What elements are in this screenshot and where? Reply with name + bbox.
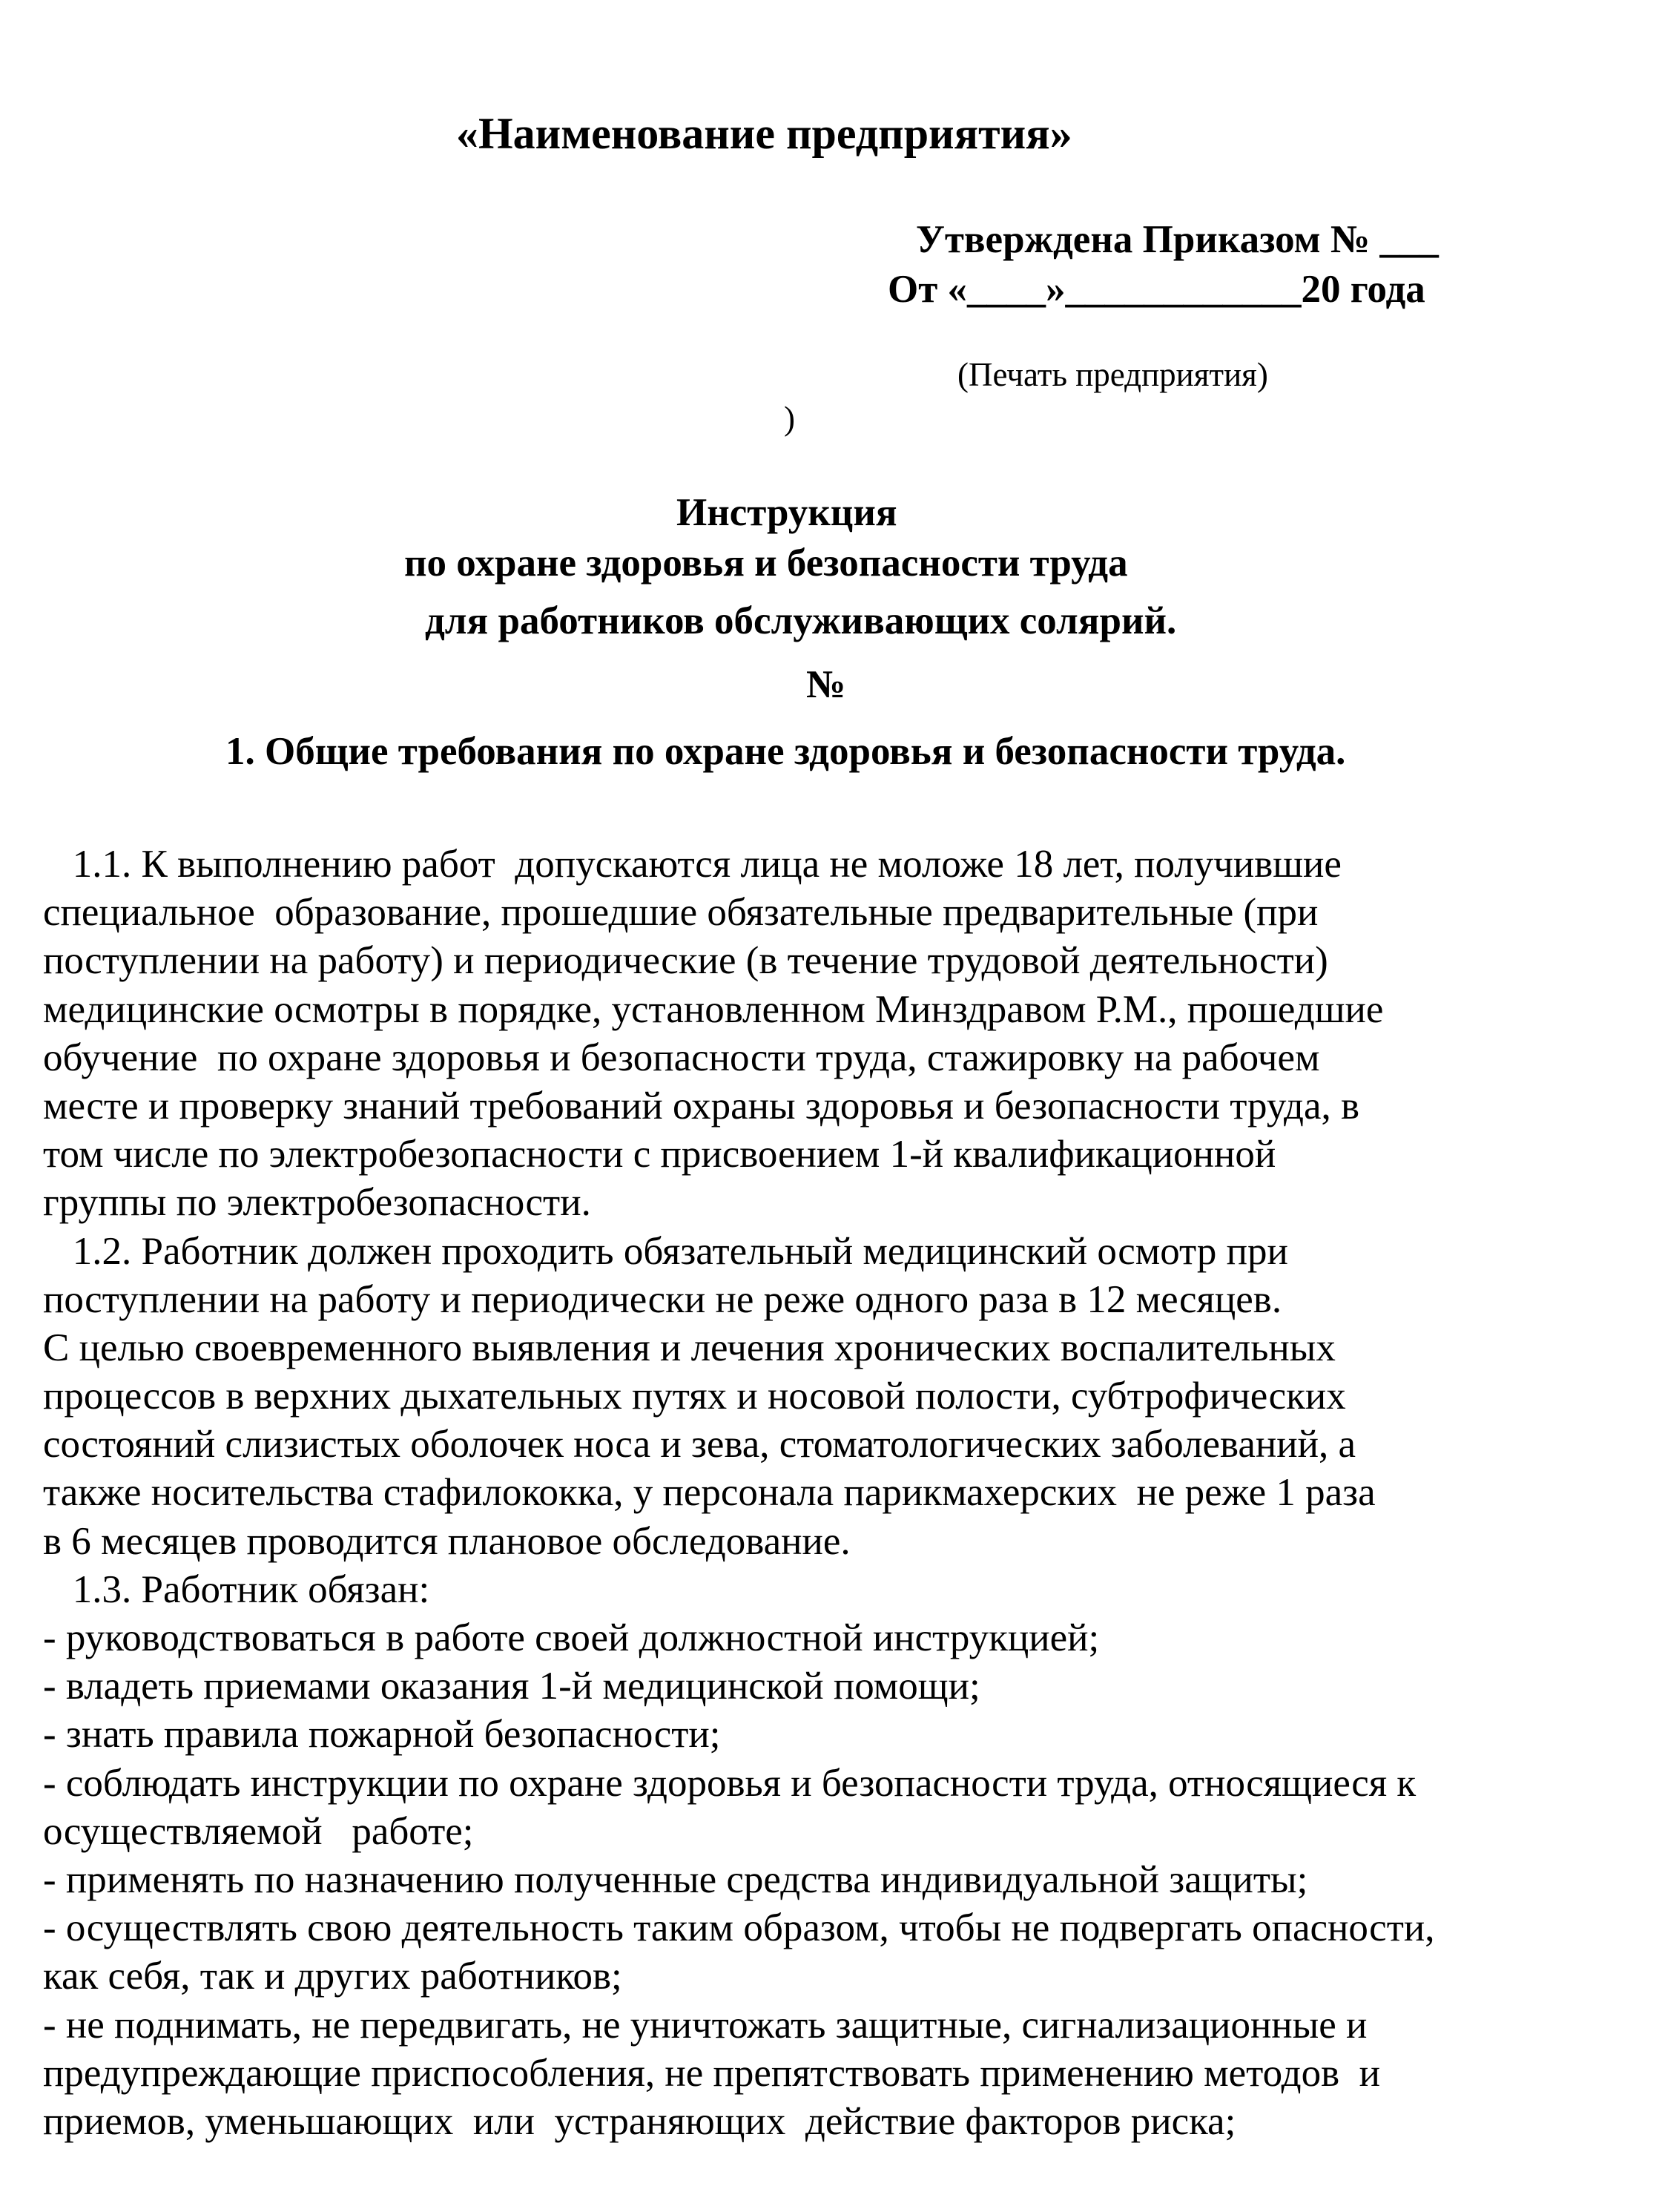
body-text-line: - применять по назначению полученные средства индивидуальной защиты;	[43, 1857, 1308, 1901]
approval-order-line: Утверждена Приказом № ___	[916, 218, 1439, 261]
section-body	[43, 840, 1434, 2146]
body-text-line: группы по электробезопасности.	[43, 1181, 591, 1225]
instruction-subtitle-line2: для работников обслуживающих солярий.	[425, 599, 1177, 642]
body-text-line: специальное образование, прошедшие обязательные предварительные (при	[43, 891, 1319, 935]
body-text-line: процессов в верхних дыхательных путях и носовой полости, субтрофических	[43, 1375, 1346, 1418]
body-text-line: поступлении на работу) и периодические (в течение трудовой деятельности)	[43, 939, 1328, 983]
approval-date-line: От «____»____________20 года	[888, 268, 1425, 311]
body-text-line: 1.1. К выполнению работ допускаются лица не моложе 18 лет, получившие	[43, 843, 1342, 886]
instruction-title: Инструкция	[676, 491, 897, 534]
body-text-line: - осуществлять свою деятельность таким образом, чтобы не подвергать опасности,	[43, 1906, 1435, 1950]
body-text-line: 1.3. Работник обязан:	[43, 1567, 430, 1611]
body-text-line: как себя, так и других работников;	[43, 1955, 622, 1998]
body-text-line: месте и проверку знаний требований охраны здоровья и безопасности труда, в	[43, 1084, 1360, 1128]
company-name: «Наименование предприятия»	[456, 109, 1072, 158]
instruction-number: №	[806, 663, 846, 706]
body-text-line: - руководствоваться в работе своей должностной инструкцией;	[43, 1616, 1100, 1659]
body-text-line: медицинские осмотры в порядке, установленном Минздравом Р.М., прошедшие	[43, 987, 1384, 1031]
company-stamp-placeholder: (Печать предприятия)	[957, 356, 1268, 393]
instruction-subtitle-line1: по охране здоровья и безопасности труда	[404, 542, 1128, 585]
stray-parenthesis: )	[784, 400, 795, 437]
body-text-line: состояний слизистых оболочек носа и зева, стоматологических заболеваний, а	[43, 1423, 1356, 1467]
body-text-line: обучение по охране здоровья и безопасности труда, стажировку на рабочем	[43, 1036, 1320, 1079]
body-text-line: в 6 месяцев проводится плановое обследование.	[43, 1519, 851, 1563]
body-text-line: поступлении на работу и периодически не реже одного раза в 12 месяцев.	[43, 1277, 1282, 1321]
body-text-line: - знать правила пожарной безопасности;	[43, 1713, 721, 1757]
section-heading: 1. Общие требования по охране здоровья и безопасности труда.	[225, 730, 1346, 773]
body-text-line: 1.2. Работник должен проходить обязательный медицинский осмотр при	[43, 1229, 1288, 1273]
body-text-line: - владеть приемами оказания 1-й медицинской помощи;	[43, 1665, 980, 1708]
body-text-line: также носительства стафилококка, у персонала парикмахерских не реже 1 раза	[43, 1471, 1376, 1515]
body-text-line: приемов, уменьшающих или устраняющих действие факторов риска;	[43, 2099, 1236, 2143]
body-text-line: С целью своевременного выявления и лечения хронических воспалительных	[43, 1326, 1336, 1369]
body-text-line: - соблюдать инструкции по охране здоровья и безопасности труда, относящиеся к	[43, 1761, 1417, 1805]
body-text-line: - не поднимать, не передвигать, не уничтожать защитные, сигнализационные и	[43, 2003, 1368, 2047]
body-text-line: том числе по электробезопасности с присвоением 1-й квалификационной	[43, 1133, 1276, 1176]
body-text-line: предупреждающие приспособления, не препятствовать применению методов и	[43, 2051, 1380, 2095]
body-text-line: осуществляемой работе;	[43, 1809, 474, 1853]
